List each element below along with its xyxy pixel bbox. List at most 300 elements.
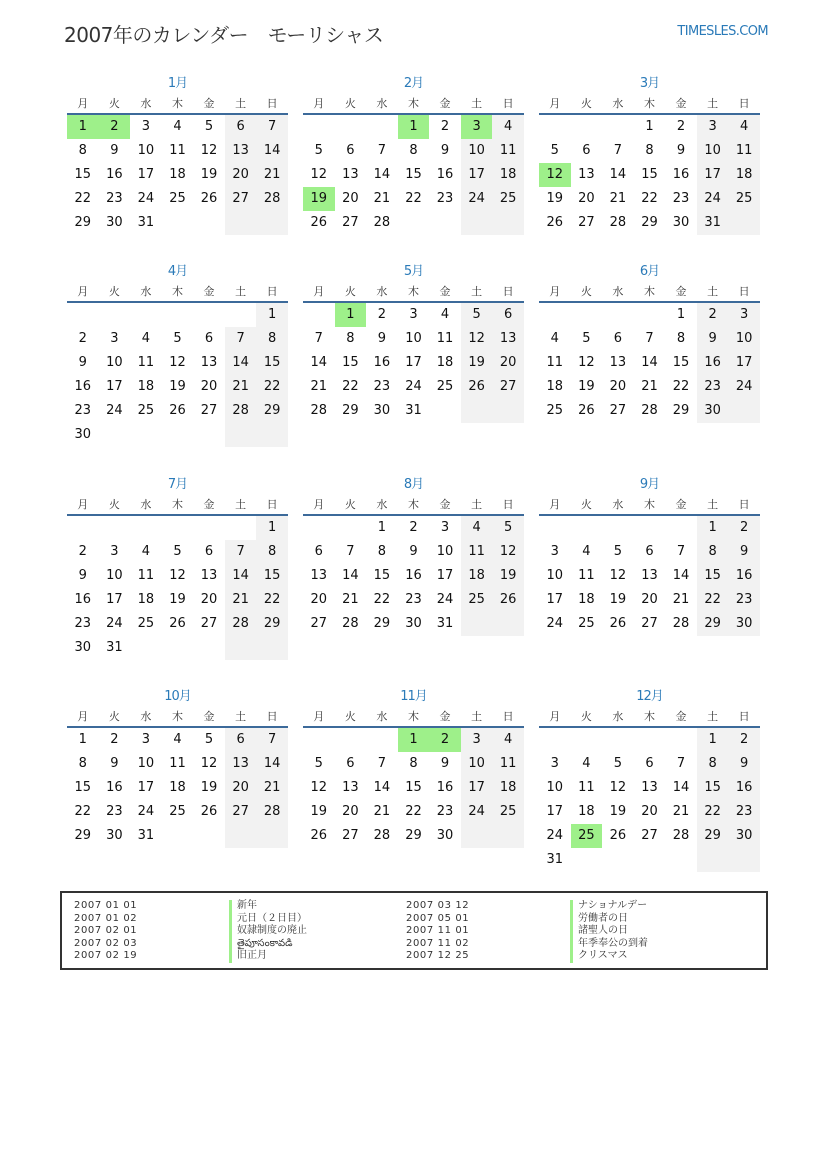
day-cell: 24: [461, 800, 493, 824]
day-cell: 8: [256, 540, 288, 564]
day-cell: 27: [225, 800, 257, 824]
day-cell: 16: [106, 780, 123, 795]
day-cell: 14: [310, 355, 328, 370]
day-cell: 19: [200, 167, 218, 182]
day-cell: 30: [373, 403, 391, 418]
weekday-header: 木: [162, 495, 194, 516]
month-title: 12月: [636, 689, 663, 704]
weekday-header: 木: [162, 282, 194, 303]
day-cell: 7: [676, 756, 686, 771]
day-cell: 12: [200, 756, 218, 771]
month-9: [539, 475, 760, 636]
day-cell: 22: [672, 379, 690, 394]
day-cell: 2: [440, 119, 450, 134]
holiday-date: 2007 12 25: [406, 950, 470, 962]
day-cell: 29: [641, 215, 658, 230]
weekday-header: 金: [429, 282, 461, 303]
day-cell: 29: [256, 399, 288, 423]
weekday-header: 土: [697, 707, 729, 728]
day-cell: 19: [200, 780, 218, 795]
day-cell: 23: [697, 375, 729, 399]
day-cell: 16: [106, 167, 123, 182]
day-cell: 27: [578, 215, 595, 230]
day-cell: 7: [377, 756, 387, 771]
holiday-day-cell: 1: [67, 115, 99, 139]
empty-cell: [99, 516, 131, 540]
day-cell: 1: [78, 732, 87, 747]
holiday-date: 2007 01 01: [74, 900, 138, 911]
day-cell: 4: [728, 115, 760, 139]
holiday-legend: [60, 891, 768, 970]
day-cell: 19: [578, 379, 595, 394]
day-cell: 15: [697, 564, 729, 588]
empty-cell: [429, 399, 461, 423]
weekday-header: 金: [193, 707, 225, 728]
day-cell: 17: [728, 351, 760, 375]
day-cell: 28: [609, 215, 627, 230]
day-cell: 29: [74, 828, 92, 843]
day-cell: 10: [728, 327, 760, 351]
month-11: [303, 687, 524, 848]
weekday-header: 日: [728, 282, 760, 303]
day-cell: 18: [137, 379, 155, 394]
weekday-header: 月: [303, 94, 335, 115]
holiday-day-cell: 19: [303, 187, 335, 211]
empty-cell: [256, 211, 288, 235]
day-cell: 28: [641, 403, 658, 418]
day-cell: 3: [440, 520, 450, 535]
day-cell: 2: [110, 732, 119, 747]
weekday-header: 日: [492, 495, 524, 516]
day-cell: 11: [578, 568, 595, 583]
day-cell: 1: [697, 516, 729, 540]
day-cell: 29: [256, 612, 288, 636]
day-cell: 28: [225, 612, 257, 636]
weekday-header: 土: [461, 707, 493, 728]
day-cell: 11: [546, 355, 564, 370]
day-cell: 24: [697, 187, 729, 211]
weekday-header: 日: [256, 707, 288, 728]
holiday-name: 年季奉公の到着: [578, 937, 648, 949]
day-cell: 30: [672, 215, 690, 230]
day-cell: 23: [373, 379, 391, 394]
weekday-header: 木: [398, 94, 430, 115]
day-cell: 10: [436, 544, 454, 559]
day-cell: 15: [74, 167, 92, 182]
empty-cell: [634, 516, 666, 540]
day-cell: 8: [676, 331, 686, 346]
weekday-header: 土: [697, 282, 729, 303]
day-cell: 13: [342, 167, 359, 182]
day-cell: 12: [310, 780, 328, 795]
day-cell: 28: [373, 215, 391, 230]
day-cell: 29: [373, 616, 391, 631]
day-cell: 8: [697, 540, 729, 564]
weekday-header: 土: [461, 495, 493, 516]
holiday-day-cell: 1: [398, 115, 430, 139]
day-cell: 30: [74, 640, 92, 655]
day-cell: 11: [169, 143, 186, 158]
day-cell: 24: [106, 403, 123, 418]
empty-cell: [571, 728, 603, 752]
day-cell: 28: [225, 399, 257, 423]
day-cell: 7: [225, 540, 257, 564]
day-cell: 31: [546, 852, 564, 867]
day-cell: 18: [169, 167, 186, 182]
empty-cell: [492, 612, 524, 636]
empty-cell: [335, 516, 367, 540]
day-cell: 23: [672, 191, 690, 206]
empty-cell: [193, 303, 225, 327]
day-cell: 7: [314, 331, 323, 346]
day-cell: 6: [346, 143, 355, 158]
day-cell: 12: [609, 780, 627, 795]
weekday-header: 土: [225, 282, 257, 303]
day-cell: 19: [546, 191, 564, 206]
holiday-day-cell: 2: [429, 728, 461, 752]
month-7: [67, 475, 288, 660]
day-cell: 5: [314, 756, 323, 771]
empty-cell: [697, 848, 729, 872]
day-cell: 17: [461, 776, 493, 800]
day-cell: 1: [697, 728, 729, 752]
day-cell: 25: [137, 403, 155, 418]
day-cell: 20: [492, 351, 524, 375]
weekday-header: 金: [665, 707, 697, 728]
weekday-header: 金: [429, 707, 461, 728]
holiday-day-cell: 25: [571, 824, 603, 848]
day-cell: 28: [373, 828, 391, 843]
weekday-header: 水: [366, 707, 398, 728]
day-cell: 7: [676, 544, 686, 559]
day-cell: 7: [225, 327, 257, 351]
day-cell: 8: [377, 544, 387, 559]
holiday-name: 新年: [237, 900, 257, 911]
weekday-header: 月: [539, 495, 571, 516]
weekday-header: 土: [697, 94, 729, 115]
day-cell: 17: [546, 804, 564, 819]
empty-cell: [429, 211, 461, 235]
weekday-header: 日: [728, 707, 760, 728]
weekday-header: 水: [602, 282, 634, 303]
day-cell: 7: [256, 728, 288, 752]
day-cell: 5: [204, 732, 214, 747]
day-cell: 27: [200, 616, 218, 631]
weekday-header: 火: [571, 282, 603, 303]
weekday-header: 火: [99, 495, 131, 516]
day-cell: 18: [578, 804, 595, 819]
holiday-dates-left: [74, 900, 137, 963]
empty-cell: [602, 115, 634, 139]
weekday-header: 月: [67, 282, 99, 303]
day-cell: 13: [200, 355, 218, 370]
weekday-header: 木: [398, 495, 430, 516]
day-cell: 8: [346, 331, 355, 346]
month-title: 10月: [164, 689, 191, 704]
day-cell: 15: [697, 776, 729, 800]
day-cell: 5: [550, 143, 559, 158]
day-cell: 9: [78, 355, 87, 370]
day-cell: 14: [256, 752, 288, 776]
empty-cell: [193, 211, 225, 235]
day-cell: 7: [645, 331, 654, 346]
day-cell: 26: [461, 375, 493, 399]
weekday-header: 土: [697, 495, 729, 516]
weekday-header: 土: [225, 707, 257, 728]
day-cell: 25: [492, 187, 524, 211]
weekday-header: 月: [303, 707, 335, 728]
day-cell: 8: [78, 756, 87, 771]
empty-cell: [571, 848, 603, 872]
weekday-header: 木: [634, 707, 666, 728]
empty-cell: [162, 423, 194, 447]
day-cell: 9: [78, 568, 87, 583]
month-title: 1月: [167, 76, 188, 91]
day-cell: 26: [546, 215, 564, 230]
weekday-header: 月: [539, 707, 571, 728]
holiday-day-cell: 12: [539, 163, 571, 187]
weekday-header: 月: [539, 282, 571, 303]
holiday-day-cell: 1: [398, 728, 430, 752]
day-cell: 20: [641, 804, 658, 819]
day-cell: 25: [169, 804, 186, 819]
empty-cell: [602, 728, 634, 752]
day-cell: 18: [492, 163, 524, 187]
empty-cell: [303, 303, 335, 327]
day-cell: 9: [728, 540, 760, 564]
day-cell: 9: [440, 143, 450, 158]
day-cell: 3: [110, 331, 119, 346]
brand-link[interactable]: TIMESLES.COM: [677, 24, 768, 39]
day-cell: 17: [137, 780, 155, 795]
day-cell: 10: [106, 355, 123, 370]
holiday-name: 奴隷制度の廃止: [237, 925, 307, 937]
day-cell: 7: [377, 143, 387, 158]
day-cell: 6: [645, 756, 654, 771]
day-cell: 24: [137, 191, 155, 206]
day-cell: 3: [141, 119, 151, 134]
day-cell: 17: [137, 167, 155, 182]
day-cell: 16: [436, 780, 454, 795]
weekday-header: 土: [225, 495, 257, 516]
empty-cell: [665, 848, 697, 872]
day-cell: 5: [173, 331, 182, 346]
day-cell: 30: [106, 828, 123, 843]
month-4: [67, 262, 288, 447]
empty-cell: [571, 115, 603, 139]
empty-cell: [539, 115, 571, 139]
day-cell: 18: [728, 163, 760, 187]
empty-cell: [602, 848, 634, 872]
day-cell: 12: [461, 327, 493, 351]
day-cell: 22: [697, 588, 729, 612]
weekday-header: 金: [193, 282, 225, 303]
day-cell: 23: [106, 191, 123, 206]
day-cell: 7: [346, 544, 355, 559]
day-cell: 24: [546, 616, 564, 631]
month-title: 9月: [639, 477, 660, 492]
day-cell: 15: [405, 780, 422, 795]
empty-cell: [256, 423, 288, 447]
day-cell: 1: [377, 520, 387, 535]
empty-cell: [130, 303, 162, 327]
day-cell: 9: [728, 752, 760, 776]
weekday-header: 月: [303, 282, 335, 303]
day-cell: 26: [609, 616, 627, 631]
day-cell: 10: [461, 752, 493, 776]
day-cell: 29: [405, 828, 422, 843]
day-cell: 15: [342, 355, 359, 370]
day-cell: 20: [310, 592, 328, 607]
day-cell: 4: [440, 307, 450, 322]
day-cell: 28: [342, 616, 359, 631]
day-cell: 11: [137, 355, 155, 370]
day-cell: 10: [546, 780, 564, 795]
day-cell: 2: [377, 307, 387, 322]
day-cell: 6: [613, 331, 623, 346]
day-cell: 3: [141, 732, 151, 747]
empty-cell: [162, 824, 194, 848]
weekday-header: 木: [162, 94, 194, 115]
day-cell: 1: [645, 119, 654, 134]
day-cell: 14: [672, 780, 690, 795]
day-cell: 17: [461, 163, 493, 187]
day-cell: 9: [676, 143, 686, 158]
holiday-name: クリスマス: [578, 950, 628, 962]
empty-cell: [256, 824, 288, 848]
day-cell: 1: [676, 307, 686, 322]
day-cell: 21: [373, 804, 391, 819]
day-cell: 14: [641, 355, 658, 370]
holiday-name: తైపూసంకావడి: [237, 937, 293, 949]
empty-cell: [193, 636, 225, 660]
day-cell: 4: [492, 728, 524, 752]
holiday-name: 旧正月: [237, 950, 267, 962]
day-cell: 10: [137, 756, 155, 771]
day-cell: 26: [200, 804, 218, 819]
weekday-header: 月: [67, 495, 99, 516]
day-cell: 13: [225, 139, 257, 163]
day-cell: 11: [169, 756, 186, 771]
day-cell: 18: [578, 592, 595, 607]
day-cell: 30: [436, 828, 454, 843]
day-cell: 15: [672, 355, 690, 370]
empty-cell: [67, 303, 99, 327]
weekday-header: 金: [665, 282, 697, 303]
empty-cell: [225, 211, 257, 235]
weekday-header: 木: [162, 707, 194, 728]
day-cell: 2: [78, 544, 87, 559]
month-title: 2月: [403, 76, 424, 91]
weekday-header: 火: [571, 495, 603, 516]
day-cell: 8: [409, 143, 418, 158]
empty-cell: [335, 728, 367, 752]
day-cell: 5: [204, 119, 214, 134]
day-cell: 23: [74, 403, 92, 418]
weekday-header: 日: [256, 495, 288, 516]
day-cell: 24: [405, 379, 422, 394]
day-cell: 9: [440, 756, 450, 771]
weekday-header: 水: [130, 707, 162, 728]
day-cell: 6: [492, 303, 524, 327]
day-cell: 12: [492, 540, 524, 564]
day-cell: 20: [225, 163, 257, 187]
empty-cell: [398, 211, 430, 235]
day-cell: 15: [256, 564, 288, 588]
holiday-dates-right: [406, 900, 469, 963]
day-cell: 13: [342, 780, 359, 795]
day-cell: 21: [310, 379, 328, 394]
day-cell: 20: [225, 776, 257, 800]
day-cell: 19: [609, 804, 627, 819]
weekday-header: 木: [634, 495, 666, 516]
day-cell: 13: [641, 568, 658, 583]
day-cell: 26: [310, 215, 328, 230]
day-cell: 9: [697, 327, 729, 351]
day-cell: 9: [377, 331, 387, 346]
day-cell: 30: [106, 215, 123, 230]
day-cell: 6: [314, 544, 323, 559]
day-cell: 3: [550, 544, 559, 559]
weekday-header: 日: [256, 282, 288, 303]
month-6: [539, 262, 760, 423]
day-cell: 14: [373, 167, 391, 182]
month-10: [67, 687, 288, 848]
month-title: 7月: [167, 477, 188, 492]
day-cell: 29: [342, 403, 359, 418]
day-cell: 16: [728, 564, 760, 588]
weekday-header: 月: [539, 94, 571, 115]
day-cell: 24: [728, 375, 760, 399]
day-cell: 21: [672, 592, 690, 607]
day-cell: 30: [405, 616, 422, 631]
day-cell: 21: [641, 379, 658, 394]
day-cell: 22: [641, 191, 658, 206]
holiday-day-cell: 3: [461, 115, 493, 139]
day-cell: 29: [74, 215, 92, 230]
empty-cell: [303, 516, 335, 540]
month-5: [303, 262, 524, 423]
day-cell: 16: [405, 568, 422, 583]
empty-cell: [366, 728, 398, 752]
month-8: [303, 475, 524, 636]
empty-cell: [665, 516, 697, 540]
empty-cell: [728, 399, 760, 423]
day-cell: 1: [256, 516, 288, 540]
day-cell: 28: [672, 828, 690, 843]
weekday-header: 水: [602, 94, 634, 115]
weekday-header: 火: [335, 282, 367, 303]
holiday-date: 2007 02 19: [74, 950, 138, 962]
day-cell: 25: [461, 588, 493, 612]
month-2: [303, 74, 524, 235]
day-cell: 17: [405, 355, 422, 370]
day-cell: 22: [405, 804, 422, 819]
empty-cell: [461, 824, 493, 848]
holiday-names-right: [570, 900, 648, 963]
day-cell: 5: [173, 544, 182, 559]
holiday-name: 諸聖人の日: [578, 925, 628, 937]
empty-cell: [162, 303, 194, 327]
empty-cell: [366, 115, 398, 139]
weekday-header: 木: [398, 282, 430, 303]
day-cell: 12: [578, 355, 595, 370]
day-cell: 10: [697, 139, 729, 163]
day-cell: 13: [225, 752, 257, 776]
weekday-header: 月: [67, 94, 99, 115]
day-cell: 4: [141, 331, 151, 346]
empty-cell: [256, 636, 288, 660]
